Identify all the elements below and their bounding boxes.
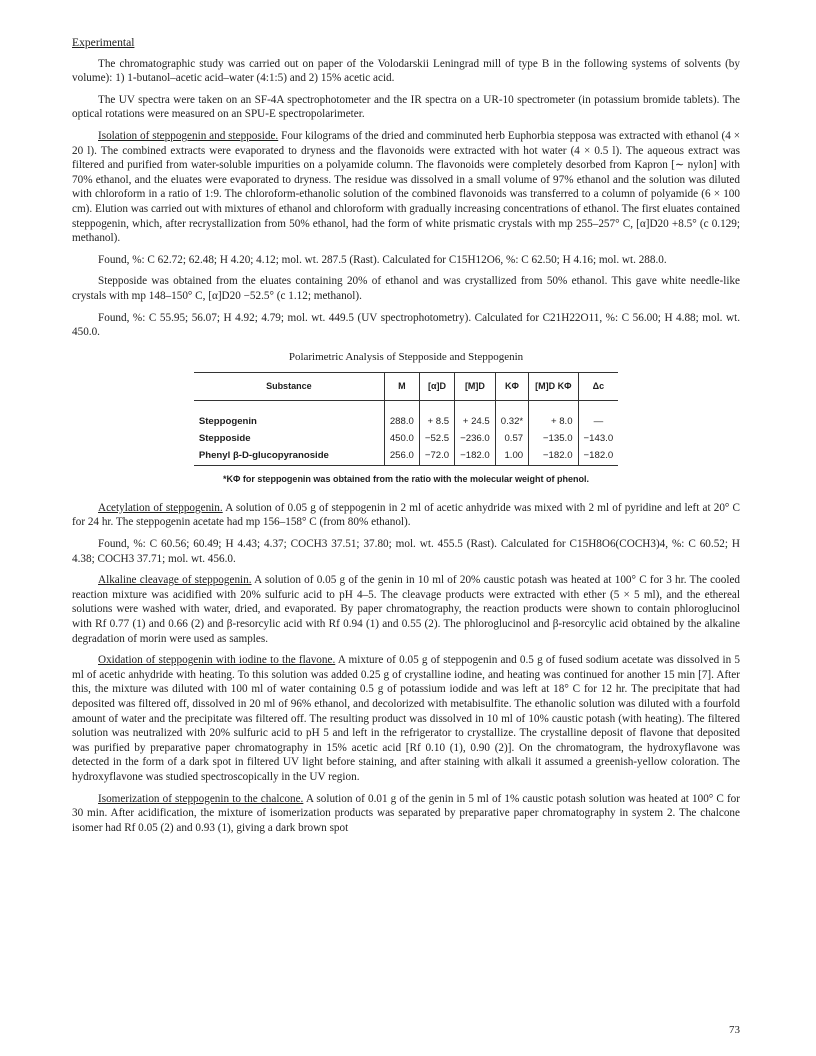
table-cell: −182.0 [455, 447, 496, 466]
header-substance: Substance [194, 373, 385, 401]
table-cell: Phenyl β-D-glucopyranoside [194, 447, 385, 466]
isolation-title: Isolation of steppogenin and stepposide. [98, 129, 279, 142]
table-cell: 0.57 [495, 430, 528, 447]
table-cell: + 8.0 [529, 413, 578, 430]
table-cell: −143.0 [578, 430, 618, 447]
table-cell: −236.0 [455, 430, 496, 447]
paragraph-isolation [72, 129, 740, 246]
acetylation-text: A solution of 0.05 g of steppogenin in 2 ml of acetic anhydride was mixed with 2 ml of pyridine and left at 20° C for 24 hr. The steppogenin acetate had mp 156–158° C (from 80% ethanol). [72, 501, 741, 529]
table-cell: −52.5 [419, 430, 454, 447]
header-alpha-d: [α]D [419, 373, 454, 401]
table-footnote: *KΦ for steppogenin was obtained from the ratio with the molecular weight of phenol. [223, 474, 589, 485]
table-caption: Polarimetric Analysis of Stepposide and Steppogenin [288, 350, 524, 363]
table-cell: −72.0 [419, 447, 454, 466]
table-spacer-row [194, 401, 618, 414]
polarimetric-table [194, 372, 618, 466]
table-cell: 256.0 [384, 447, 419, 466]
page-body [72, 36, 740, 842]
oxidation-text: A mixture of 0.05 g of steppogenin and 0.5 g of fused sodium acetate was dissolved in 5 ml of acetic anhydride with heating. To this solution was added 0.25 g of crystalline iodine, and heating was continued for another 15 min [7]. After this, the mixture was diluted with 100 ml of water containing 0.5 g of potassium iodide and was left at 18° C for 12 hr. The precipitate that had deposited was filtered off, dissolved in 20 ml of 96% ethanol, and decolorized with metabisulfite. The ethanolic solution was diluted with a fourfold amount of water and the precipitate was filtered off. The resulting product was dissolved in 10 ml of 10% caustic potash (with heating). The filtered solution was neutralized with 20% sulfuric acid to pH 5 and left in the refrigerator to crystallize. The crystalline deposit of flavone that deposited was purified by preparative paper chromatography in 15% acetic acid [Rf 0.10 (1), 0.90 (2)]. On the chromatogram, the hydroxyflavone was detected in the form of a dark spot in filtered UV light before staining, and after staining with alkali it assumed a greenish-yellow coloration. The hydroxyflavone was studied spectroscopically in the UV region. [72, 654, 740, 783]
table-cell: + 8.5 [419, 413, 454, 430]
oxidation-title: Oxidation of steppogenin with iodine to the flavone. [98, 654, 336, 667]
table-cell: 450.0 [384, 430, 419, 447]
table-cell: −135.0 [529, 430, 578, 447]
paragraph-isomerization [72, 792, 740, 836]
table-cell: Stepposide [198, 433, 251, 445]
header-m: M [384, 373, 419, 401]
table-cell: 1.00 [495, 447, 528, 466]
isomerization-text: A solution of 0.01 g of the genin in 5 ml of 1% caustic potash solution was heated at 100° C for 30 min. After acidification, the mixture of isomerization products was separated by preparative paper chromatography in system 2. The chalcone isomer had Rf 0.05 (2) and 0.93 (1), giving a dark brown spot [72, 792, 740, 834]
table-cell: Steppogenin [198, 416, 257, 428]
paragraph-analysis-acetate: Found, %: C 60.56; 60.49; H 4.43; 4.37; COCH3 37.51; 37.80; mol. wt. 455.5 (Rast). Calculated for C15H8O6(COCH3)4, %: C 60.52; H 4.38; COCH3 37.71; mol. wt. 456.0. [72, 538, 740, 565]
acetylation-title: Acetylation of steppogenin. [98, 501, 223, 514]
header-delta-c: Δc [578, 373, 618, 401]
isolation-text: Four kilograms of the dried and comminuted herb Euphorbia stepposa was extracted with ethanol (4 × 20 l). The combined extracts were evaporated to dryness and the flavonoids were extracted with hot water (4 × 0.5 l). The aqueous extract was filtered and purified from water-soluble impurities on a polyamide column. The flavonoids were completely desorbed from Kapron [∼ nylon] with 70% ethanol, and the eluates were evaporated to dryness. The residue was dissolved in a small volume of 97% ethanol and the solution was diluted with chloroform in a ratio of 1:9. The chloroform-ethanolic solution of the combined flavonoids was transferred to a column of polyamide (6 × 100 cm). Elution was carried out with mixtures of ethanol and chloroform with gradually increasing concentrations of ethanol. The first eluates contained steppogenin, which, after recrystallization from 50% ethanol, had the form of white prismatic crystals with mp 255–257° C, [α]D20 +8.5° (c 0.129; methanol). [72, 129, 740, 245]
paragraph-stepposide: Stepposide was obtained from the eluates containing 20% of ethanol and was crystallized from 50% ethanol. This gave white needle-like crystals with mp 148–150° C, [α]D20 −52.5° (c 1.12; methanol). [72, 275, 740, 302]
paragraph-analysis-stepposide: Found, %: C 55.95; 56.07; H 4.92; 4.79; mol. wt. 449.5 (UV spectrophotometry). Calculated for C21H22O11, %: C 56.00; H 4.88; mol. wt. 450.0. [72, 311, 740, 339]
table-cell: + 24.5 [455, 413, 496, 430]
header-md: [M]D [455, 373, 496, 401]
header-k-phi: KΦ [495, 373, 528, 401]
table-row [194, 447, 618, 466]
page-number: 73 [729, 1024, 740, 1036]
table-header-row [194, 373, 618, 401]
cleavage-text: A solution of 0.05 g of the genin in 10 ml of 20% caustic potash was heated at 100° C for 3 hr. The cooled reaction mixture was acidified with 20% sulfuric acid to pH 4–5. The cleavage products were extracted with ether (5 × 5 ml), and the ethereal solutions were washed with water, dried, and evaporated. By paper chromatography, the reaction products were shown to contain phloroglucinol with Rf 0.77 (1) and 0.66 (2) and β-resorcylic acid with Rf 0.94 (1) and 0.55 (2). The phloroglucinol and β-resorcylic acid obtained by the alkaline degradation of morin were used as samples. [72, 574, 741, 645]
paragraph-analysis-steppogenin: Found, %: C 62.72; 62.48; H 4.20; 4.12; mol. wt. 287.5 (Rast). Calculated for C15H12O6, %: C 62.50; H 4.16; mol. wt. 288.0. [98, 253, 667, 266]
section-heading: Experimental [72, 36, 135, 49]
table-cell: 0.32* [495, 413, 528, 430]
paragraph-chromatography: The chromatographic study was carried out on paper of the Volodarskii Leningrad mill of type B in the following systems of solvents (by volume): 1) 1-butanol–acetic acid–water (4:1:5) and 2) 15% acetic acid. [72, 57, 740, 85]
table-row [194, 413, 618, 430]
table-cell: — [578, 413, 618, 430]
paragraph-oxidation [72, 653, 740, 784]
table-cell: −182.0 [529, 447, 578, 466]
paragraph-acetylation [72, 501, 740, 530]
cleavage-title: Alkaline cleavage of steppogenin. [98, 574, 252, 587]
table-cell: 288.0 [384, 413, 419, 430]
table-cell: −182.0 [578, 447, 618, 466]
header-md-k-phi: [M]D KΦ [529, 373, 578, 401]
isomerization-title: Isomerization of steppogenin to the chalcone. [98, 792, 304, 805]
table-row [194, 430, 618, 447]
paragraph-spectra: The UV spectra were taken on an SF-4A spectrophotometer and the IR spectra on a UR-10 spectrometer (in potassium bromide tablets). The optical rotations were measured on an SPU-E spectropolarimeter. [72, 93, 740, 121]
paragraph-alkaline-cleavage [72, 573, 740, 646]
